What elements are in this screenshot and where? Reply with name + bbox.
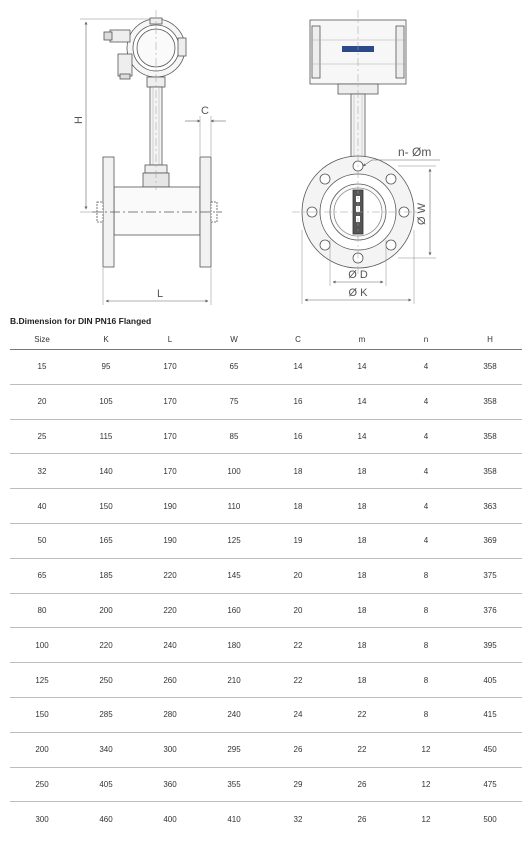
table-cell: 26 [266,732,330,767]
cable-gland-lower [118,54,132,76]
table-cell: 12 [421,814,431,824]
meter-body [114,187,200,235]
k-label: Ø K [348,287,368,299]
table-cell: 4 [394,454,458,489]
side-view [97,18,217,267]
table-cell: 32 [10,454,74,489]
table-cell: 65 [202,350,266,385]
table-cell: 15 [10,350,74,385]
table-cell: 358 [458,419,522,454]
table-cell: 140 [74,454,138,489]
table-cell: 180 [202,628,266,663]
table-row [10,593,522,628]
table-cell: 295 [202,732,266,767]
table-cell: 358 [458,454,522,489]
table-cell: 220 [138,593,202,628]
table-cell: 170 [138,454,202,489]
table-row [10,523,522,558]
table-cell: 450 [458,732,522,767]
cable-gland-upper [110,30,130,42]
table-cell: 190 [138,523,202,558]
table-cell: 14 [330,350,394,385]
column-header: m [330,329,394,350]
table-cell: 125 [10,663,74,698]
table-cell: 376 [458,593,522,628]
column-header: H [458,329,522,350]
table-cell: 25 [10,419,74,454]
table-row [10,802,522,836]
table-row [10,663,522,698]
table-cell: 170 [138,419,202,454]
table-cell: 400 [163,814,177,824]
length-label: L [156,288,164,300]
table-cell: 358 [458,350,522,385]
table-cell: 22 [266,663,330,698]
table-cell: 18 [330,489,394,524]
table-cell: 200 [10,732,74,767]
table-cell: 12 [394,732,458,767]
table-cell: 26 [357,814,367,824]
table-cell: 300 [138,732,202,767]
table-cell: 340 [74,732,138,767]
bolt-label: n- Øm [398,145,432,159]
table-cell: 150 [10,697,74,732]
column-header: W [202,329,266,350]
w-label: Ø W [416,203,428,225]
table-cell: 190 [138,489,202,524]
table-cell: 100 [202,454,266,489]
table-cell: 8 [394,697,458,732]
table-cell: 20 [10,384,74,419]
table-cell: 80 [10,593,74,628]
table-cell: 240 [202,697,266,732]
table-cell: 16 [266,419,330,454]
table-cell: 285 [74,697,138,732]
table-cell: 355 [202,767,266,802]
table-cell: 150 [74,489,138,524]
dimension-c [185,105,226,156]
table-cell: 115 [74,419,138,454]
table-cell: 4 [394,419,458,454]
dimension-l [103,268,211,305]
table-cell: 160 [202,593,266,628]
section-title: B.Dimension for DIN PN16 Flanged [10,316,152,326]
table-row [10,558,522,593]
table-cell: 369 [458,523,522,558]
dimension-table [10,329,522,836]
bolt-hole [386,240,396,250]
table-row [10,732,522,767]
table-cell: 22 [330,697,394,732]
column-header: Size [10,329,74,350]
table-cell: 250 [10,767,74,802]
bolt-hole [320,240,330,250]
table-cell: 40 [10,489,74,524]
table-cell: 4 [394,350,458,385]
table-cell: 500 [483,814,497,824]
table-cell: 22 [330,732,394,767]
table-cell: 165 [74,523,138,558]
table-cell: 18 [330,558,394,593]
table-row [10,628,522,663]
table-cell: 18 [330,663,394,698]
table-cell: 105 [74,384,138,419]
table-cell: 125 [202,523,266,558]
table-body [10,350,522,837]
bolt-hole [386,174,396,184]
table-header-row [10,329,522,350]
table-cell: 85 [202,419,266,454]
table-cell: 20 [266,558,330,593]
d-label: Ø D [348,269,368,281]
table-cell: 405 [74,767,138,802]
table-row [10,350,522,385]
column-header: L [138,329,202,350]
table-cell: 220 [74,628,138,663]
table-cell: 20 [266,593,330,628]
table-cell: 18 [330,523,394,558]
table-cell: 18 [330,454,394,489]
column-header: K [74,329,138,350]
table-cell: 300 [35,814,49,824]
table-cell: 363 [458,489,522,524]
table-cell: 18 [330,628,394,663]
table-cell: 75 [202,384,266,419]
table-cell: 14 [330,419,394,454]
table-cell: 375 [458,558,522,593]
table-cell: 8 [394,593,458,628]
table-cell: 4 [394,523,458,558]
table-row [10,697,522,732]
table-cell: 26 [330,767,394,802]
table-cell: 250 [74,663,138,698]
table-cell: 19 [266,523,330,558]
flowmeter-dimension-drawing [0,0,524,310]
table-cell: 145 [202,558,266,593]
table-cell: 18 [266,454,330,489]
table-cell: 29 [266,767,330,802]
table-cell: 4 [394,489,458,524]
table-cell: 405 [458,663,522,698]
table-cell: 280 [138,697,202,732]
table-cell: 410 [227,814,241,824]
table-cell: 95 [74,350,138,385]
table-cell: 185 [74,558,138,593]
table-cell: 415 [458,697,522,732]
table-cell: 260 [138,663,202,698]
table-row [10,384,522,419]
table-cell: 24 [266,697,330,732]
table-cell: 395 [458,628,522,663]
table-cell: 100 [10,628,74,663]
table-cell: 18 [266,489,330,524]
table-cell: 65 [10,558,74,593]
table-cell: 22 [266,628,330,663]
table-cell: 14 [330,384,394,419]
table-row [10,489,522,524]
column-header: C [266,329,330,350]
table-cell: 8 [394,558,458,593]
height-label: H [73,116,85,124]
table-cell: 32 [293,814,303,824]
table-cell: 200 [74,593,138,628]
table-cell: 170 [138,350,202,385]
table-row [10,454,522,489]
table-row [10,419,522,454]
table-cell: 170 [138,384,202,419]
column-header: n [394,329,458,350]
table-cell: 110 [202,489,266,524]
table-cell: 220 [138,558,202,593]
table-cell: 360 [138,767,202,802]
table-cell: 4 [394,384,458,419]
table-cell: 240 [138,628,202,663]
table-cell: 12 [394,767,458,802]
table-cell: 460 [99,814,113,824]
table-cell: 14 [266,350,330,385]
table-cell: 358 [458,384,522,419]
table-cell: 8 [394,663,458,698]
table-row [10,767,522,802]
table-cell: 8 [394,628,458,663]
table-cell: 50 [10,523,74,558]
table-cell: 16 [266,384,330,419]
table-cell: 210 [202,663,266,698]
c-label: C [201,105,209,117]
table-cell: 475 [458,767,522,802]
bolt-hole [320,174,330,184]
table-cell: 18 [330,593,394,628]
